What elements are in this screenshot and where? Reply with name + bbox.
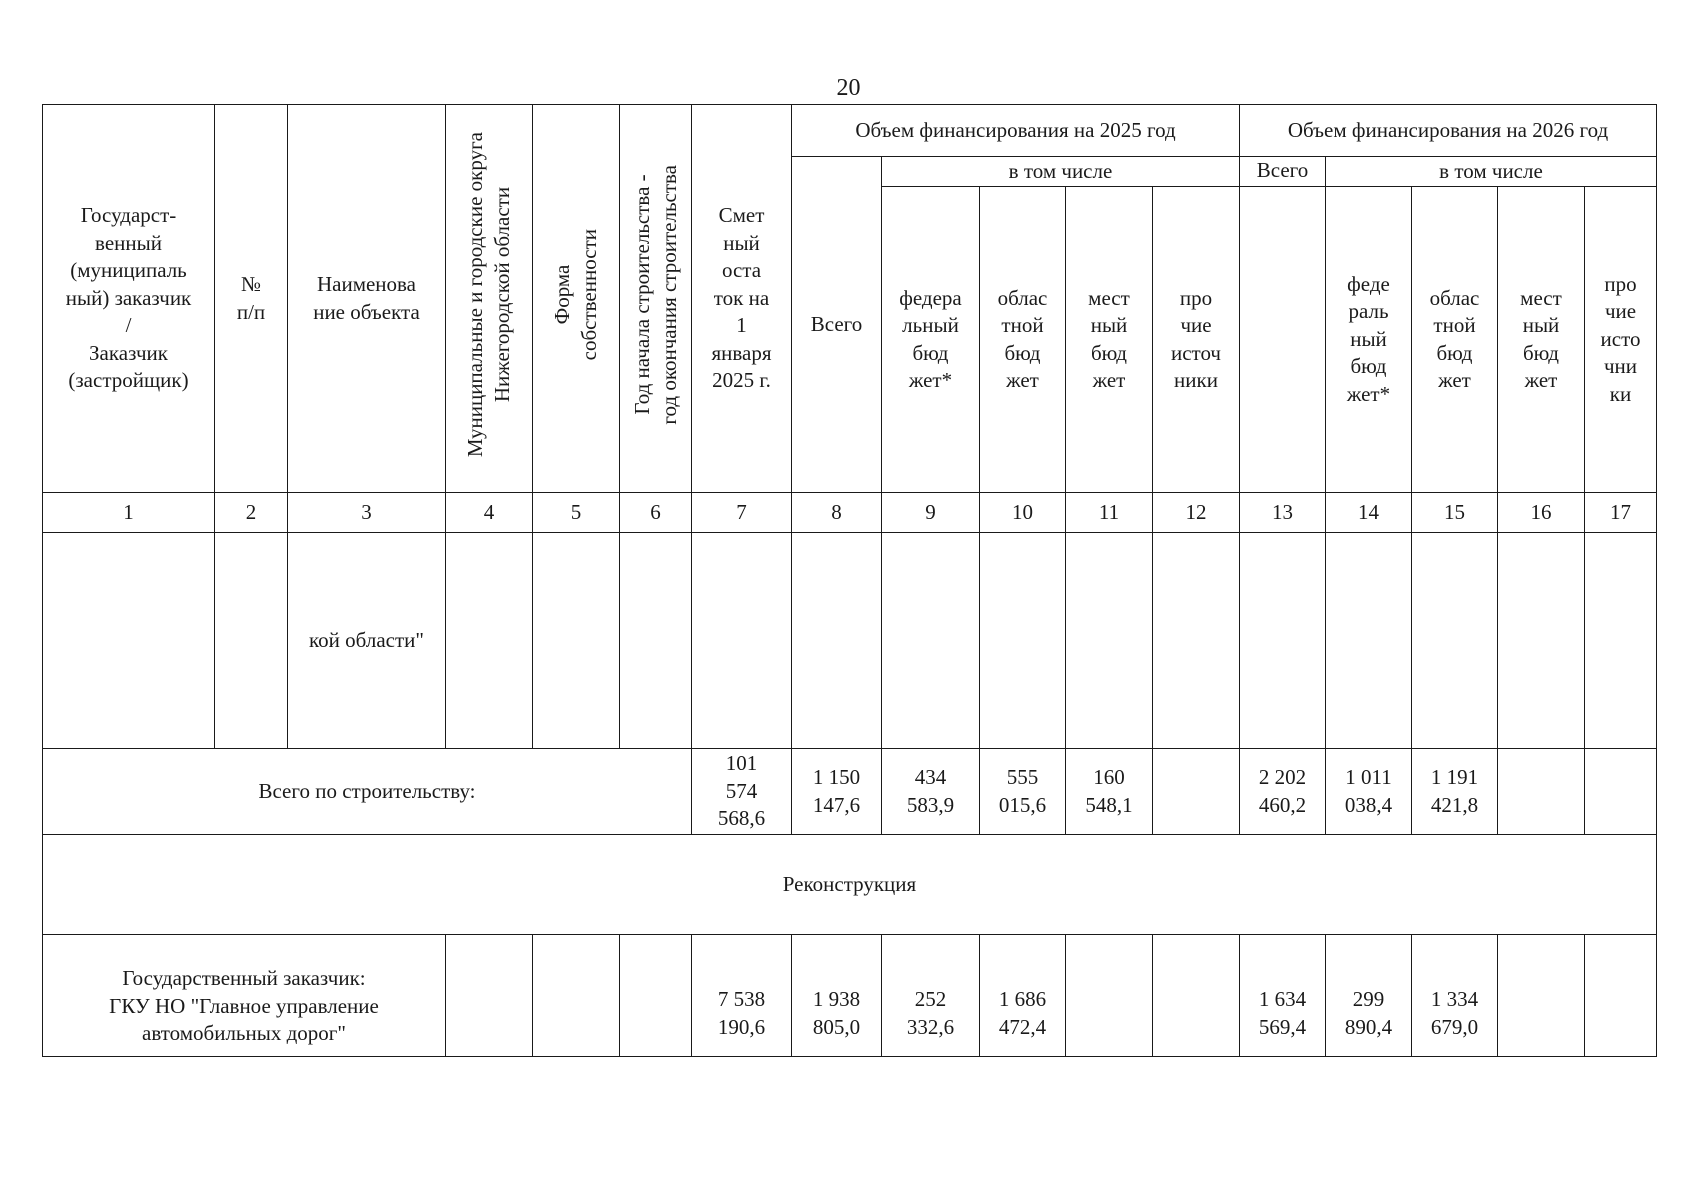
header-federal-budget-2025: федера льный бюд жет* (882, 187, 980, 493)
column-number-10: 10 (980, 493, 1066, 533)
column-number-row (43, 493, 1657, 533)
cont-c14 (1326, 533, 1412, 749)
customer-c10: 1 686 472,4 (980, 935, 1066, 1057)
header-construction-years: Год начала строительства - год окончания строительства (620, 105, 692, 493)
cont-c1 (43, 533, 215, 749)
column-number-16: 16 (1498, 493, 1585, 533)
cont-c6 (620, 533, 692, 749)
customer-c11 (1066, 935, 1153, 1057)
header-regional-budget-2026: облас тной бюд жет (1412, 187, 1498, 493)
header-including-2025: в том числе (882, 157, 1240, 187)
column-number-12: 12 (1153, 493, 1240, 533)
header-ownership: Форма собственности (533, 105, 620, 493)
total-c10: 555 015,6 (980, 749, 1066, 835)
cont-c5 (533, 533, 620, 749)
column-number-1: 1 (43, 493, 215, 533)
header-customer: Государст- венный (муниципаль ный) заказчик / Заказчик (застройщик) (43, 105, 215, 493)
cont-c7 (692, 533, 792, 749)
cont-c17 (1585, 533, 1657, 749)
customer-c7: 7 538 190,6 (692, 935, 792, 1057)
cont-c9 (882, 533, 980, 749)
cont-c11 (1066, 533, 1153, 749)
column-number-5: 5 (533, 493, 620, 533)
header-other-sources-2026: про чие исто чни ки (1585, 187, 1657, 493)
customer-c15: 1 334 679,0 (1412, 935, 1498, 1057)
header-local-budget-2026: мест ный бюд жет (1498, 187, 1585, 493)
total-c15: 1 191 421,8 (1412, 749, 1498, 835)
continuation-row (43, 533, 1657, 749)
column-number-8: 8 (792, 493, 882, 533)
header-municipality: Муниципальные и городские округа Нижегородской области (446, 105, 533, 493)
customer-c4 (446, 935, 533, 1057)
total-construction-row (43, 749, 1657, 835)
cont-c10 (980, 533, 1066, 749)
header-object-name: Наименова ние объекта (288, 105, 446, 493)
header-total-2026: Всего (1240, 157, 1326, 187)
customer-c8: 1 938 805,0 (792, 935, 882, 1057)
cont-c12 (1153, 533, 1240, 749)
financing-table (42, 104, 1657, 1057)
total-c7: 101 574 568,6 (692, 749, 792, 835)
column-number-3: 3 (288, 493, 446, 533)
column-number-13: 13 (1240, 493, 1326, 533)
total-c13: 2 202 460,2 (1240, 749, 1326, 835)
total-c8: 1 150 147,6 (792, 749, 882, 835)
column-number-2: 2 (215, 493, 288, 533)
column-number-7: 7 (692, 493, 792, 533)
header-estimated-balance: Смет ный оста ток на 1 января 2025 г. (692, 105, 792, 493)
header-other-sources-2025: про чие источ ники (1153, 187, 1240, 493)
customer-c6 (620, 935, 692, 1057)
total-c12 (1153, 749, 1240, 835)
column-number-9: 9 (882, 493, 980, 533)
cont-c2 (215, 533, 288, 749)
header-including-2026: в том числе (1326, 157, 1657, 187)
column-number-15: 15 (1412, 493, 1498, 533)
customer-c16 (1498, 935, 1585, 1057)
cont-c15 (1412, 533, 1498, 749)
customer-c9: 252 332,6 (882, 935, 980, 1057)
total-c16 (1498, 749, 1585, 835)
total-c9: 434 583,9 (882, 749, 980, 835)
header-financing-2025: Объем финансирования на 2025 год (792, 105, 1240, 157)
column-number-17: 17 (1585, 493, 1657, 533)
customer-c17 (1585, 935, 1657, 1057)
column-number-14: 14 (1326, 493, 1412, 533)
cont-c8 (792, 533, 882, 749)
total-c17 (1585, 749, 1657, 835)
header-financing-2026: Объем финансирования на 2026 год (1240, 105, 1657, 157)
column-number-6: 6 (620, 493, 692, 533)
cont-object-name: кой области" (288, 533, 446, 749)
section-title: Реконструкция (43, 835, 1657, 935)
column-number-11: 11 (1066, 493, 1153, 533)
header-total-2025: Всего (792, 157, 882, 493)
header-local-budget-2025: мест ный бюд жет (1066, 187, 1153, 493)
header-number: № п/п (215, 105, 288, 493)
customer-row (43, 935, 1657, 1057)
total-construction-label: Всего по строительству: (43, 749, 692, 835)
customer-c5 (533, 935, 620, 1057)
customer-c14: 299 890,4 (1326, 935, 1412, 1057)
cont-c13 (1240, 533, 1326, 749)
header-federal-budget-2026: феде раль ный бюд жет* (1326, 187, 1412, 493)
total-c14: 1 011 038,4 (1326, 749, 1412, 835)
section-row (43, 835, 1657, 935)
cont-c16 (1498, 533, 1585, 749)
customer-c12 (1153, 935, 1240, 1057)
header-total-2026-empty (1240, 187, 1326, 493)
customer-c13: 1 634 569,4 (1240, 935, 1326, 1057)
page-number: 20 (836, 75, 861, 101)
cont-c4 (446, 533, 533, 749)
total-c11: 160 548,1 (1066, 749, 1153, 835)
header-regional-budget-2025: облас тной бюд жет (980, 187, 1066, 493)
customer-label: Государственный заказчик: ГКУ НО "Главное управление автомобильных дорог" (43, 935, 446, 1057)
header-row-1 (43, 105, 1657, 157)
column-number-4: 4 (446, 493, 533, 533)
